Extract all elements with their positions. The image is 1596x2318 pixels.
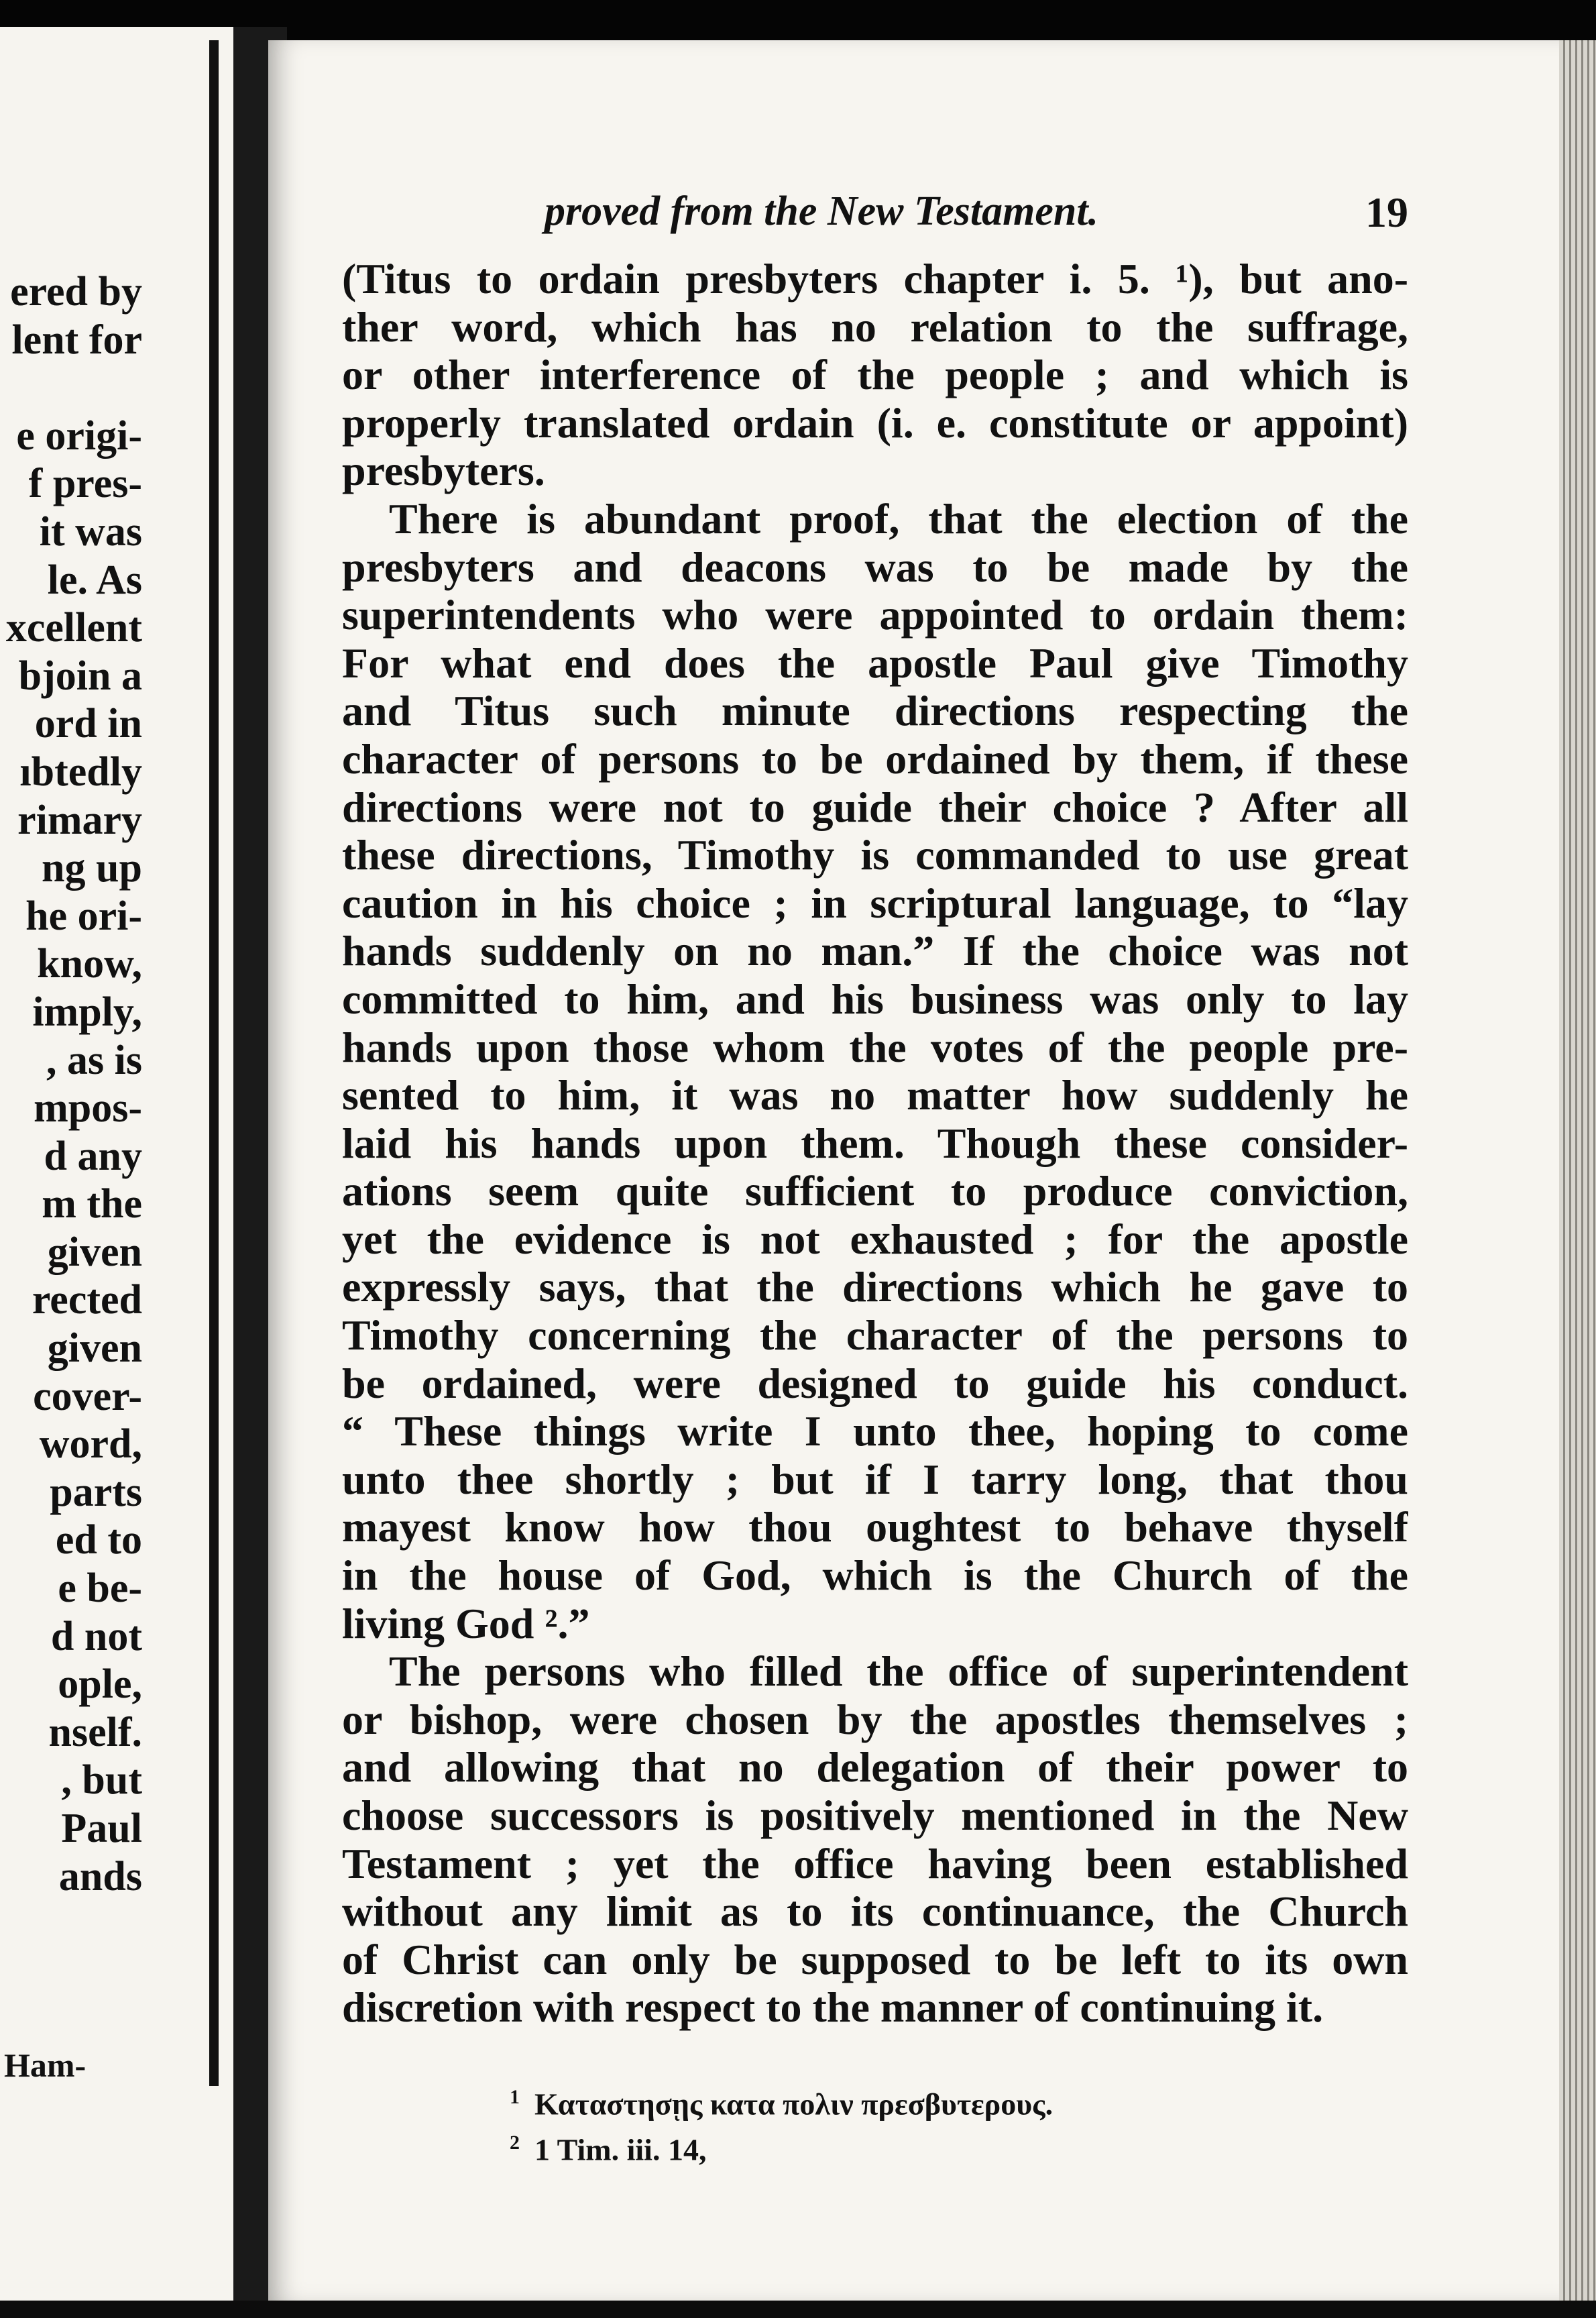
text-line: in the house of God, which is the Church of the [342,1551,1408,1600]
text-line: superintendents who were appointed to ordain them: [342,591,1408,639]
left-page-text [6,268,142,1901]
left-page-line: cover- [33,1373,142,1419]
footnote-mark: 2 [510,2132,520,2154]
text-line: yet the evidence is not exhausted ; for the apostle [342,1215,1408,1263]
left-page-line: imply, [32,989,142,1035]
text-line: without any limit as to its continuance, the Church [342,1887,1408,1936]
text-line: presbyters. [342,447,545,495]
left-page-line: Paul [61,1806,142,1851]
left-page-line: ered by [10,269,142,315]
left-page-last-fragment: Ham- [4,2046,87,2084]
left-page-line: rimary [17,797,142,843]
text-line: of Christ can only be supposed to be left to its own [342,1935,1408,1983]
text-line: For what end does the apostle Paul give Timothy [342,639,1408,687]
footnotes [510,2078,1053,2170]
left-page-line: xcellent [5,605,142,651]
footnote [510,2078,1053,2123]
footnote [510,2123,1053,2169]
text-line: “ These things write I unto thee, hoping to come [342,1407,1408,1455]
text-line: ther word, which has no relation to the suffrage, [342,302,1408,351]
text-line: character of persons to be ordained by them, if these [342,734,1408,783]
footnote-text: 1 Tim. iii. 14, [534,2132,707,2167]
left-page-line: , but [61,1757,142,1804]
footnote-text: Καταστησῃς κατα πολιν πρεσβυτερους. [534,2087,1053,2121]
left-page-line: word, [39,1421,142,1468]
text-line: sented to him, it was no matter how suddenly he [342,1071,1408,1119]
text-line: presbyters and deacons was to be made by the [342,543,1408,591]
text-line: laid his hands upon them. Though these consider- [342,1119,1408,1167]
text-line: caution in his choice ; in scriptural language, to “lay [342,879,1408,927]
left-page-line: ed to [55,1517,142,1563]
left-page-line: m the [42,1181,142,1227]
text-line: or bishop, were chosen by the apostles themselves ; [342,1695,1408,1743]
left-page-line: ands [58,1853,142,1899]
text-line: Timothy concerning the character of the persons to [342,1311,1408,1360]
text-line: hands upon those whom the votes of the people pre- [342,1023,1408,1071]
left-page-line: ople, [58,1661,142,1708]
text-line: properly translated ordain (i. e. constitute or appoint) [342,398,1408,447]
text-line: There is abundant proof, that the election of the [389,494,1408,543]
text-line: discretion with respect to the manner of continuing it. [342,1983,1324,2032]
spine-shadow [209,40,219,2086]
page-number: 19 [1365,188,1408,236]
left-page-line: le. As [47,557,142,603]
left-page-line: rected [32,1277,142,1323]
text-line: (Titus to ordain presbyters chapter i. 5. ¹), but ano- [342,255,1408,302]
left-page-line: nself. [48,1709,142,1755]
text-line: The persons who filled the office of superintendent [389,1647,1408,1696]
left-page-line: given [47,1229,142,1275]
text-line: hands suddenly on no man.” If the choice was not [342,927,1408,975]
left-page-line: d not [50,1613,142,1659]
body-text [342,255,1408,2032]
text-line: unto thee shortly ; but if I tarry long, that thou [342,1455,1408,1503]
left-page-line: mpos- [34,1085,142,1132]
text-line: directions were not to guide their choice ? After all [342,783,1408,831]
left-page-line: parts [50,1469,142,1515]
text-line: and allowing that no delegation of their power to [342,1743,1408,1791]
left-page-line [6,364,142,412]
running-head [268,188,1408,241]
left-page-line: e be- [58,1565,142,1612]
left-page-line: , as is [46,1037,142,1083]
text-line: be ordained, were designed to guide his conduct. [342,1359,1408,1407]
left-page-line: he ori- [25,893,142,939]
text-line: ations seem quite sufficient to produce conviction, [342,1167,1408,1215]
text-line: committed to him, and his business was only to lay [342,975,1408,1023]
left-page-line: it was [39,508,142,555]
footnote-mark: 1 [510,2086,520,2108]
left-page-line: d any [44,1133,142,1179]
left-page-line: f pres- [28,461,142,507]
text-line: and Titus such minute directions respecting the [342,687,1408,735]
left-page-line: lent for [11,317,142,363]
left-page-line: ng up [42,845,142,891]
text-line: expressly says, that the directions which he gave to [342,1263,1408,1311]
text-line: mayest know how thou oughtest to behave thyself [342,1503,1408,1551]
left-page-line: know, [37,941,142,987]
left-page-line: given [47,1325,142,1372]
running-title: proved from the New Testament. [545,188,1099,234]
left-page-line: ord in [34,701,142,747]
left-page-line: ıbtedly [19,749,142,795]
left-page-line: bjoin a [18,653,142,699]
page-edges [1559,40,1596,2301]
left-page-line: e origi- [16,412,142,459]
text-line: these directions, Timothy is commanded to use great [342,831,1408,879]
text-line: living God ².” [342,1599,590,1647]
text-line: choose successors is positively mentioned in the New [342,1791,1408,1839]
text-line: or other interference of the people ; and which is [342,351,1408,399]
text-line: Testament ; yet the office having been established [342,1839,1408,1887]
